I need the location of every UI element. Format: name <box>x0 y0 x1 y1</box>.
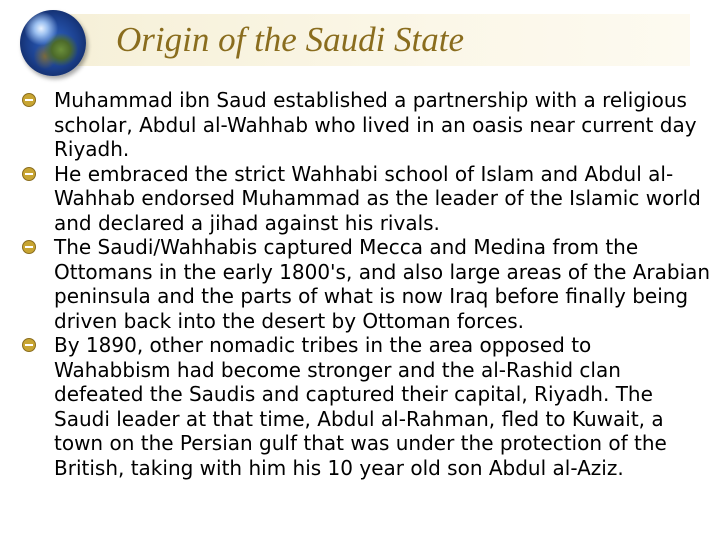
bullet-icon <box>22 240 36 254</box>
bullet-item <box>22 235 712 333</box>
bullet-text: By 1890, other nomadic tribes in the area opposed to Wahabbism had become stronger and the al-Rashid clan defeated the Saudis and captured their capital, Riyadh. The Saudi leader at that time, Abdul al-Rahman, fled to Kuwait, a town on the Persian gulf that was under the protection of the British, taking with him his 10 year old son Abdul al-Aziz. <box>54 333 667 480</box>
bullet-icon <box>22 93 36 107</box>
bullet-list <box>22 88 712 480</box>
bullet-text: Muhammad ibn Saud established a partnership with a religious scholar, Abdul al-Wahhab who lived in an oasis near current day Riyadh. <box>54 88 697 161</box>
bullet-text: He embraced the strict Wahhabi school of Islam and Abdul al-Wahhab endorsed Muhammad as the leader of the Islamic world and declared a jihad against his rivals. <box>54 161 701 235</box>
slide-title: Origin of the Saudi State <box>116 20 465 59</box>
bullet-icon <box>22 338 36 352</box>
globe-icon <box>20 10 86 76</box>
bullet-item <box>22 162 712 236</box>
bullet-text: The Saudi/Wahhabis captured Mecca and Medina from the Ottomans in the early 1800's, and also large areas of the Arabian peninsula and the parts of what is now Iraq before finally being driven back into the desert by Ottoman forces. <box>54 235 711 333</box>
bullet-icon <box>22 167 36 181</box>
bullet-item <box>22 88 712 162</box>
bullet-item <box>22 333 712 480</box>
